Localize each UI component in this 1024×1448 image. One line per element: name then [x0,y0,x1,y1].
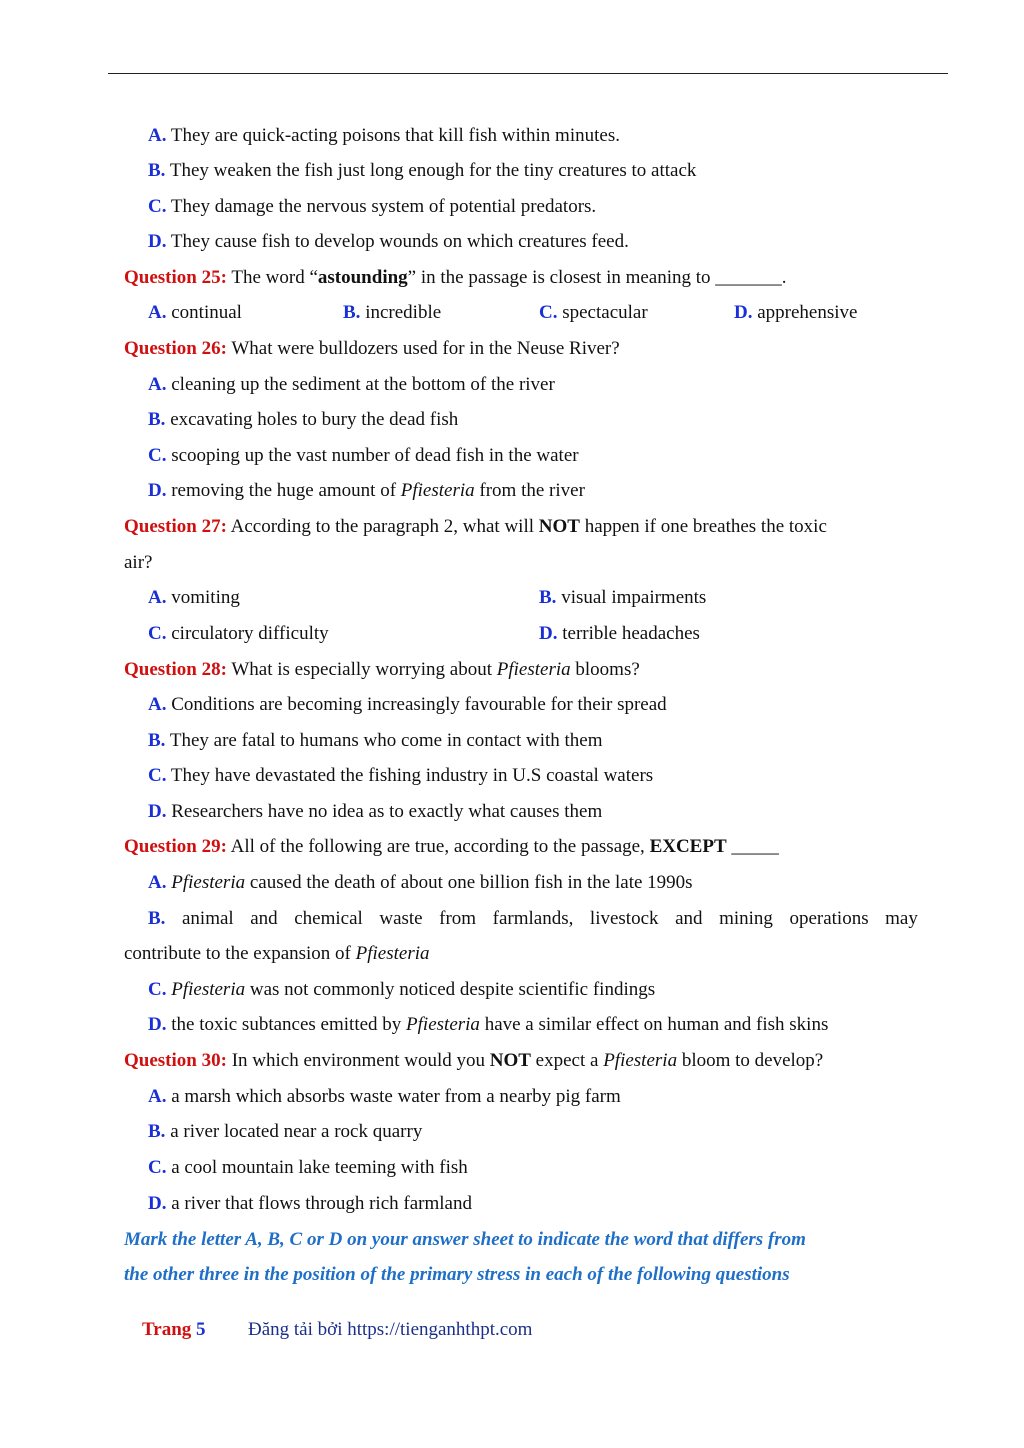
q25-option-b[interactable] [343,299,441,327]
question-emphasis: astounding [317,267,408,288]
option-text: They weaken the fish just long enough for the tiny creatures to attack [169,160,697,181]
option-letter: A. [148,872,167,893]
option-letter: B. [539,587,557,608]
option-text: incredible [365,302,442,323]
option-letter: D. [148,1193,167,1214]
instruction-text: Mark the letter A, B, C or D on your answer sheet to indicate the word that differs from [124,1229,806,1250]
q28-option-a[interactable] [0,691,1024,719]
option-text: They have devastated the fishing industry in U.S coastal waters [170,765,654,786]
option-letter: C. [148,979,167,1000]
question-label: Question 28: [124,659,227,680]
option-letter: D. [148,480,167,501]
header-rule [108,73,948,74]
question-25 [0,264,1024,292]
option-letter: D. [148,231,167,252]
word: mining [719,908,773,929]
word: from [439,908,477,929]
option-text: have a similar effect on human and fish skins [479,1014,829,1035]
instruction-line-2 [0,1261,1024,1289]
option-text: a marsh which absorbs waste water from a nearby pig farm [171,1086,621,1107]
option-letter: B. [343,302,361,323]
option-letter: D. [148,801,167,822]
q24-option-c[interactable] [0,193,1024,221]
option-text: Researchers have no idea as to exactly what causes them [171,801,603,822]
option-text: They are quick-acting poisons that kill fish within minutes. [170,125,620,146]
q28-option-d[interactable] [0,798,1024,826]
q24-option-a[interactable] [0,122,1024,150]
option-text: vomiting [171,587,240,608]
option-italic: Pfiesteria [171,979,246,1000]
option-letter: B. [148,1121,166,1142]
page-number [142,1316,206,1344]
option-text: visual impairments [561,587,707,608]
option-letter: C. [148,623,167,644]
q28-option-b[interactable] [0,727,1024,755]
q29-option-b-cont[interactable] [0,940,1024,968]
instruction-line-1 [0,1226,1024,1254]
option-letter: A. [148,587,167,608]
q28-option-c[interactable] [0,762,1024,790]
option-letter: A. [148,694,167,715]
q26-option-b[interactable] [0,406,1024,434]
word: and [250,908,278,929]
page-label: Trang [142,1319,197,1340]
option-italic: Pfiesteria [406,1014,480,1035]
option-letter: C. [148,765,167,786]
option-letter: C. [148,445,167,466]
word: livestock [589,908,659,929]
question-italic: Pfiesteria [603,1050,678,1071]
q30-option-d[interactable] [0,1190,1024,1218]
question-italic: Pfiesteria [496,659,571,680]
question-30 [0,1047,1024,1075]
q30-option-c[interactable] [0,1154,1024,1182]
option-text: terrible headaches [562,623,700,644]
q27-option-b[interactable] [539,584,706,612]
question-label: Question 29: [124,836,227,857]
option-text: a river that flows through rich farmland [171,1193,472,1214]
option-text: They cause fish to develop wounds on which creatures feed. [170,231,629,252]
q29-option-d[interactable] [0,1011,1024,1039]
question-26 [0,335,1024,363]
uploaded-by-link[interactable]: Đăng tải bởi https://tienganhthpt.com [248,1319,533,1340]
option-text: scooping up the vast number of dead fish in the water [171,445,579,466]
option-text: a river located near a rock quarry [170,1121,423,1142]
q27-option-c[interactable] [148,620,329,648]
word: and [675,908,703,929]
q30-option-b[interactable] [0,1118,1024,1146]
question-text: According to the paragraph 2, what will [230,516,539,537]
option-italic: Pfiesteria [400,480,475,501]
question-text: bloom to develop? [677,1050,824,1071]
option-italic: Pfiesteria [355,943,430,964]
option-text: They are fatal to humans who come in contact with them [169,730,603,751]
option-text: was not commonly noticed despite scientific findings [245,979,656,1000]
q26-option-d[interactable] [0,477,1024,505]
question-27 [0,513,1024,541]
option-letter: A. [148,374,167,395]
option-text: from the river [474,480,585,501]
question-27-cont [0,549,1024,577]
q25-option-c[interactable] [539,299,648,327]
q26-option-c[interactable] [0,442,1024,470]
q27-option-a[interactable] [148,584,240,612]
q29-option-a[interactable] [0,869,1024,897]
q27-options-row-1 [0,584,1024,612]
option-letter: C. [539,302,558,323]
q29-option-c[interactable] [0,976,1024,1004]
question-label: Question 30: [124,1050,227,1071]
word: may [885,908,918,929]
option-letter: C. [148,196,167,217]
option-letter: B. [148,908,166,929]
q25-option-a[interactable] [148,299,242,327]
word: animal [181,908,234,929]
option-letter: C. [148,1157,167,1178]
option-text: removing the huge amount of [171,480,401,501]
option-text: cleaning up the sediment at the bottom of the river [171,374,555,395]
q27-options-row-2 [0,620,1024,648]
option-text: spectacular [562,302,648,323]
question-text: happen if one breathes the toxic [579,516,827,537]
question-label: Question 26: [124,338,227,359]
page-num: 5 [196,1319,206,1340]
option-text: a cool mountain lake teeming with fish [171,1157,468,1178]
option-letter: D. [539,623,558,644]
option-letter: A. [148,125,167,146]
question-text: All of the following are true, according to the passage, [230,836,650,857]
question-text: In which environment would you [231,1050,490,1071]
question-text: The word “ [231,267,318,288]
option-text: caused the death of about one billion fish in the late 1990s [245,872,693,893]
word: operations [789,908,869,929]
question-emphasis: NOT [538,516,580,537]
option-letter: B. [148,730,166,751]
option-text: circulatory difficulty [171,623,329,644]
question-text: air? [124,552,153,573]
q30-option-a[interactable] [0,1083,1024,1111]
question-text: ” in the passage is closest in meaning to _______. [407,267,787,288]
question-text: What is especially worrying about [231,659,497,680]
option-text: excavating holes to bury the dead fish [170,409,459,430]
q26-option-a[interactable] [0,371,1024,399]
question-label: Question 27: [124,516,227,537]
word: chemical [294,908,363,929]
q27-option-d[interactable] [539,620,700,648]
question-emphasis: EXCEPT [649,836,727,857]
question-emphasis: NOT [489,1050,531,1071]
word: farmlands, [492,908,574,929]
question-text: What were bulldozers used for in the Neuse River? [231,338,620,359]
option-letter: B. [148,409,166,430]
justified-line [148,905,918,933]
option-text: contribute to the expansion of [124,943,356,964]
word: waste [379,908,423,929]
option-text: apprehensive [757,302,858,323]
question-text: _____ [726,836,779,857]
q25-option-d[interactable] [734,299,857,327]
option-letter: D. [734,302,753,323]
q24-option-d[interactable] [0,228,1024,256]
q25-options-row [0,299,1024,327]
option-text: continual [171,302,242,323]
question-28 [0,656,1024,684]
question-text: expect a [530,1050,604,1071]
option-letter: A. [148,1086,167,1107]
option-letter: A. [148,302,167,323]
question-text: blooms? [570,659,640,680]
option-letter: D. [148,1014,167,1035]
option-text: the toxic subtances emitted by [171,1014,407,1035]
option-letter: B. [148,160,166,181]
question-label: Question 25: [124,267,227,288]
instruction-text: the other three in the position of the primary stress in each of the following questions [124,1264,790,1285]
q24-option-b[interactable] [0,157,1024,185]
option-text: They damage the nervous system of potential predators. [170,196,597,217]
option-italic: Pfiesteria [171,872,246,893]
option-text: Conditions are becoming increasingly favourable for their spread [171,694,667,715]
q29-option-b[interactable] [0,905,1024,933]
question-29 [0,833,1024,861]
